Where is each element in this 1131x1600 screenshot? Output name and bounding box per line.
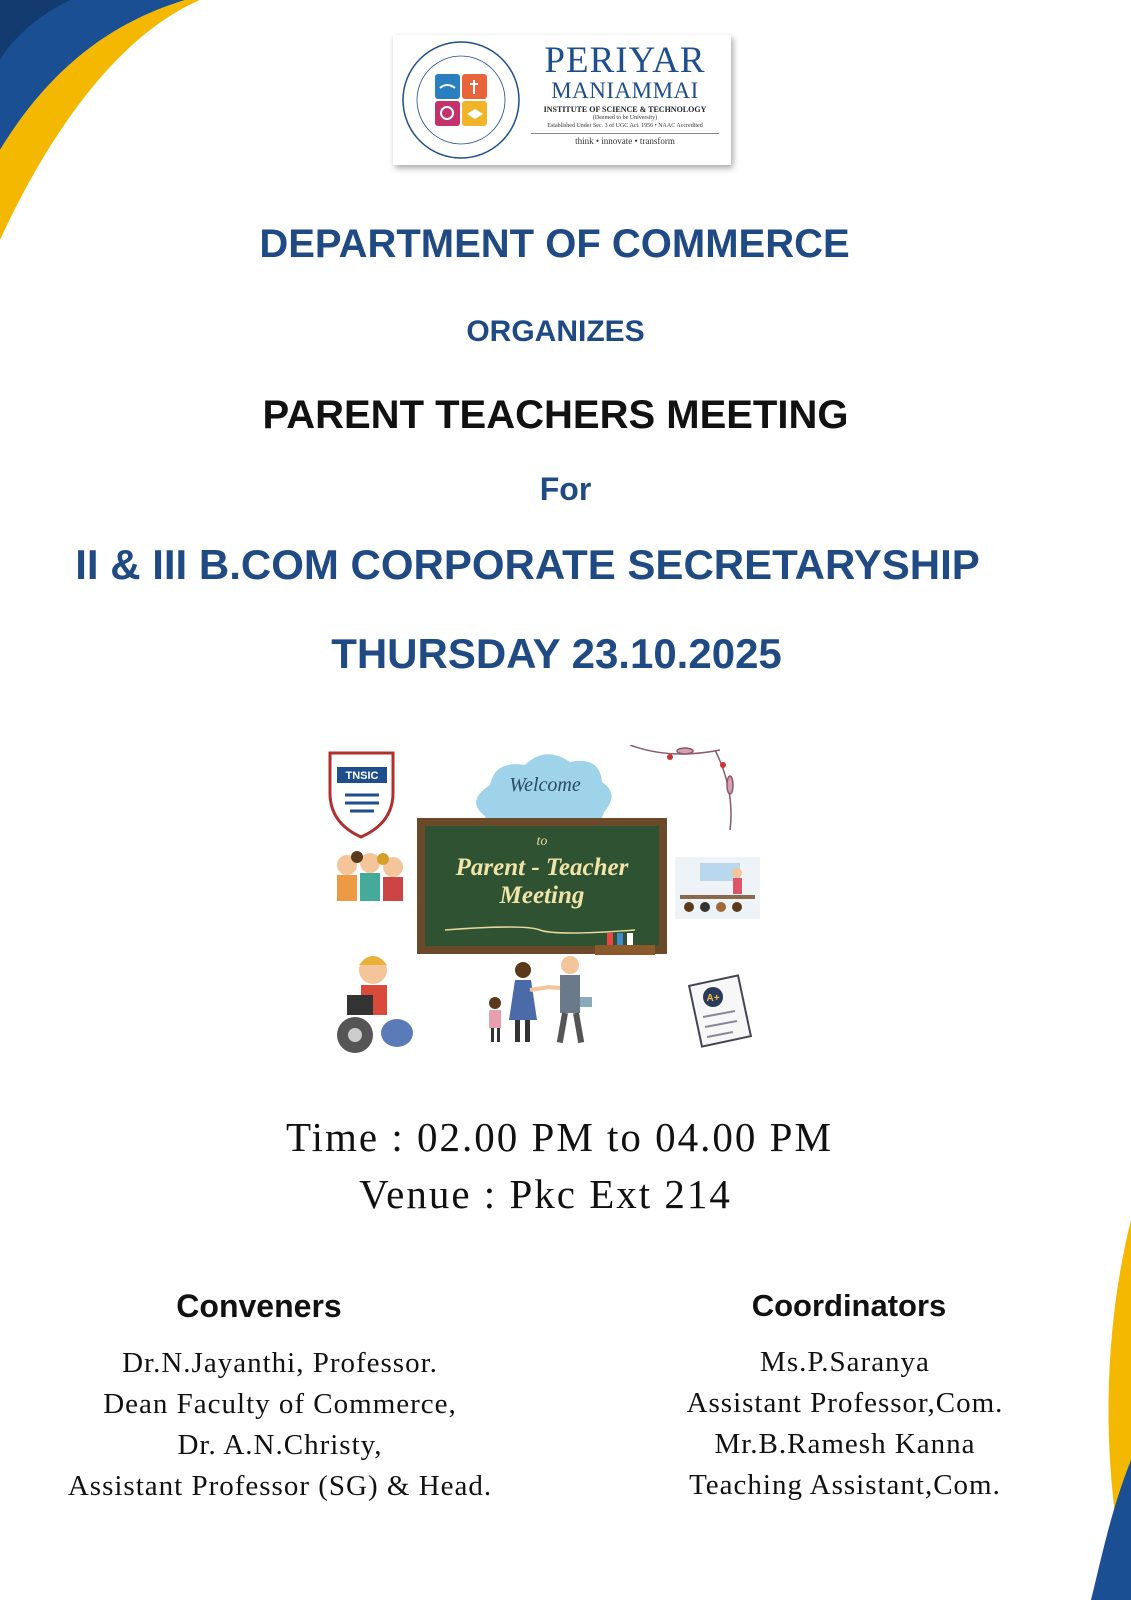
department-title: DEPARTMENT OF COMMERCE [259,222,850,266]
chalkboard-icon [417,818,667,955]
convener-line: Dr.N.Jayanthi, Professor. [122,1347,438,1379]
logo-deemed: (Deemed to be University) [592,115,658,121]
university-seal-icon [399,38,523,162]
coordinator-line: Ms.P.Saranya [760,1346,930,1378]
welcome-text: Welcome [509,774,581,796]
board-line2-text: Meeting [499,882,585,909]
organizes-text: ORGANIZES [466,315,645,348]
event-date: THURSDAY 23.10.2025 [331,630,782,677]
for-text: For [539,471,592,507]
children-group-icon [337,851,403,901]
conveners-heading: Conveners [176,1288,342,1324]
convener-line: Dean Faculty of Commerce, [103,1388,457,1420]
event-title: PARENT TEACHERS MEETING [262,393,849,437]
corner-swoosh-top-left [0,0,200,240]
logo-name-line1: PERIYAR [544,40,706,81]
logo-tagline: think • innovate • transform [531,133,719,146]
corner-swoosh-bottom-right [1071,1220,1131,1600]
course-title: II & III B.COM CORPORATE SECRETARYSHIP [75,541,980,588]
logo-institute: INSTITUTE OF SCIENCE & TECHNOLOGY [543,105,707,114]
logo-name-line2: MANIAMMAI [551,78,699,103]
flower-branch-icon [630,745,733,830]
university-logo [393,35,731,165]
convener-line: Assistant Professor (SG) & Head. [67,1470,493,1502]
event-venue: Venue : Pkc Ext 214 [359,1171,732,1217]
event-time: Time : 02.00 PM to 04.00 PM [286,1114,833,1160]
coordinator-line: Assistant Professor,Com. [686,1387,1004,1419]
report-card-icon [689,975,751,1046]
board-line1-text: Parent - Teacher [455,854,629,881]
conveners-section [0,1288,560,1507]
coordinator-line: Mr.B.Ramesh Kanna [714,1428,976,1460]
coordinators-section [610,1288,1080,1506]
report-grade: A+ [706,993,720,1004]
handshake-people-icon [489,956,592,1043]
logo-established: Established Under Sec. 3 of UGC Act. 1956 • NAAC Accredited [547,123,703,129]
board-to-text: to [536,834,548,849]
coordinator-line: Teaching Assistant,Com. [689,1469,1001,1501]
parent-teacher-meeting-illustration [325,745,785,1063]
classroom-icon [675,857,760,919]
badge-label: TNSIC [345,770,379,782]
convener-line: Dr. A.N.Christy, [177,1429,383,1461]
coordinators-heading: Coordinators [751,1288,947,1323]
tnsic-badge-icon [330,753,393,837]
student-laptop-icon [337,956,413,1053]
